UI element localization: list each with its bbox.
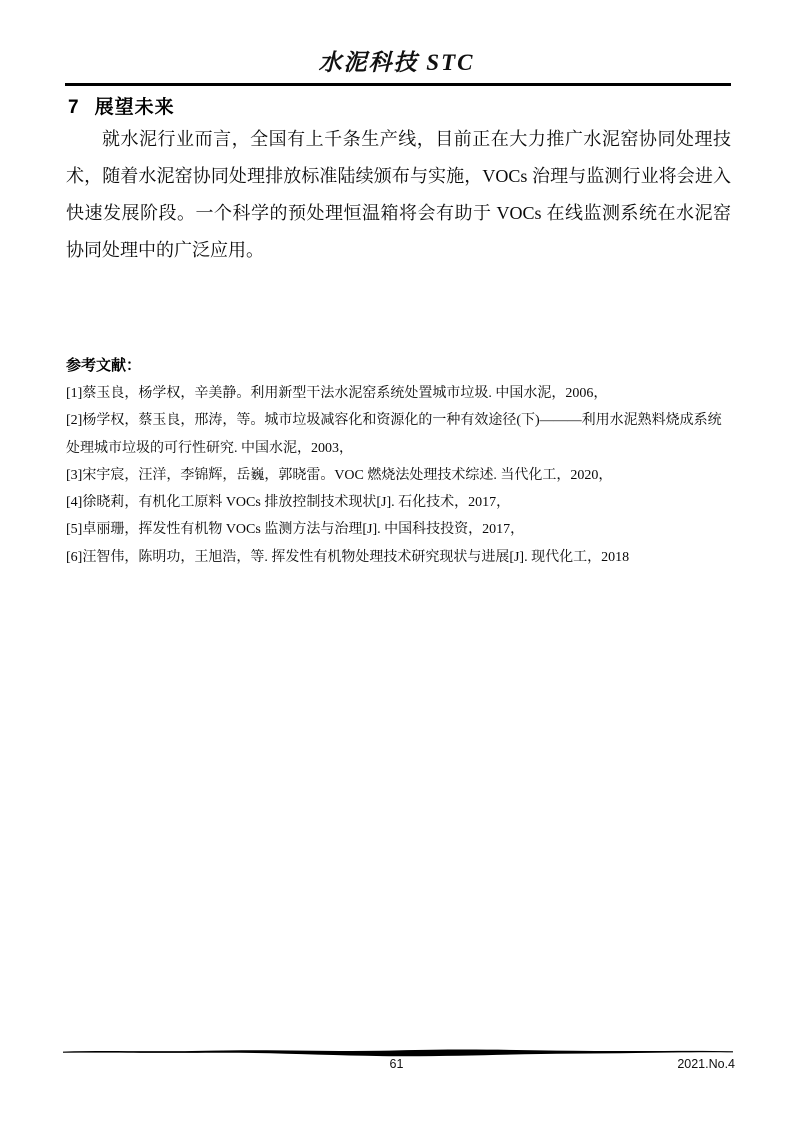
reference-item: [2]杨学权，蔡玉良，邢涛，等。城市垃圾减容化和资源化的一种有效途径(下)———利用水泥熟料烧成系统处理城市垃圾的可行性研究. 中国水泥，2003， (66, 413, 722, 456)
body-paragraph: 就水泥行业而言，全国有上千条生产线，目前正在大力推广水泥窑协同处理技术，随着水泥窑协同处理排放标准陆续颁布与实施，VOCs 治理与监测行业将会进入快速发展阶段。一个科学的预处理恒温箱将会有助于 VOCs 在线监测系统在水泥窑协同处理中的广泛应用。 (66, 129, 731, 260)
footer-issue-label: 2021.No.4 (677, 1057, 735, 1071)
header-divider-rule (65, 83, 731, 86)
references-heading: 参考文献： (66, 357, 142, 374)
reference-item: [4]徐晓莉，有机化工原料 VOCs 排放控制技术现状[J]. 石化技术，2017， (66, 495, 511, 511)
reference-item: [3]宋宇宸，汪洋，李锦辉，岳巍，郭晓雷。VOC 燃烧法处理技术综述. 当代化工，2020， (66, 467, 613, 483)
reference-item: [1]蔡玉良，杨学权，辛美静。利用新型干法水泥窑系统处置城市垃圾. 中国水泥，2006， (66, 386, 608, 401)
section-heading (68, 92, 175, 119)
reference-item: [6]汪智伟，陈明功，王旭浩，等. 挥发性有机物处理技术研究现状与进展[J]. 现代化工，2018 (66, 549, 630, 565)
section-title: 展望未来 (94, 97, 175, 118)
footer-page-number: 61 (389, 1057, 404, 1071)
references-list (66, 380, 732, 571)
reference-item: [5]卓丽珊，挥发性有机物 VOCs 监测方法与治理[J]. 中国科技投资，2017， (66, 522, 525, 538)
journal-title: 水泥科技 STC (318, 50, 475, 75)
section-number: 7 (68, 97, 80, 118)
